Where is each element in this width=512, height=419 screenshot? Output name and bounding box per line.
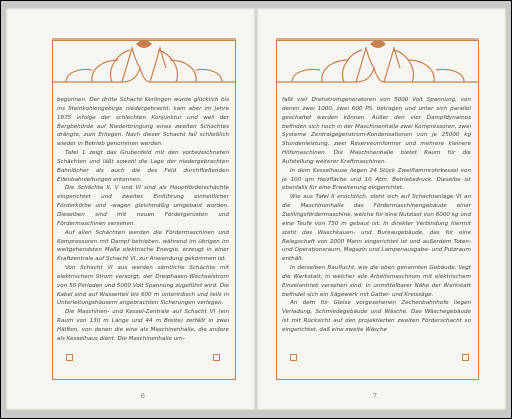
paragraph: Von Schacht VI aus werden sämtliche Schächte mit elektrischem Strom versorgt, der Dreiphasen-Wechselstrom von 50 Perioden und 5000 Volt Spannung zugeführt wird. Die Kabel sind auf Wasserteil bis 600 m unterirdisch und teils in Unterleitungshäusern angebrachten Sicherungen verlegen. — [57, 265, 229, 307]
paragraph: In derselben Bauflucht, wie die oben genannten Gebäude, liegt die Werkstatt, in welcher alle Arbeitsmaschinen mit elektrischem Einzelantrieb versehen sind. In unmittelbarer Nähe der Werkstatt befindet sich ein Sägewerk mit Gatter- und Kreissäge. — [282, 265, 471, 298]
paragraph: An dem für Gleise vorgesehenen Zechenbahnhofe liegen Verladung, Schmiedegebäude und Wäsche. Das Wäschegebäude ist mit Rücksicht auf den projektierten zweiten Förderschacht so eingerichtet, daß eine zweite Wäsche — [282, 300, 471, 333]
art-nouveau-ornament — [276, 38, 479, 86]
left-text-column — [57, 96, 229, 344]
page-number: 6 — [141, 393, 145, 400]
paragraph: Tafel 1 zeigt das Grubenfeld mit den vorbezeichneten Schächten und läßt sowohl die Lage der niedergebrachten Bahnlöcher als auch die des Feld durchfließenden Eifenbahnleitungen erkennen. — [57, 150, 229, 183]
paragraph: Auf allen Schächten werden die Fördermaschinen und Kompressoren mit Dampf betrieben, während im übrigen im weitgehendsten Maße elektrische Energie, erzeugt in einer Kraftzentrale auf Schacht VI, zur Anwendung gekommen ist. — [57, 229, 229, 263]
left-page — [6, 8, 255, 410]
corner-square-ornament — [462, 354, 469, 361]
art-nouveau-ornament — [52, 38, 236, 86]
page-number: 7 — [373, 393, 377, 400]
right-text-column — [282, 96, 471, 335]
paragraph: Wie aus Tafel II ersichtlich, steht sich auf Schachtanlage VI an die Maschinenhalle das Fördermaschinengebäude einer Zwillingsfördermaschine, welche für eine Nutzlast von 6000 kg und eine Teufe von 750 m gebaut ist. In direkter Verbindung hiermit steht das Waschkauen- und Bureaugebäude, das für eine Belegschaft von 2000 Mann eingerichtet ist und außerdem Toten- und Operationsraum, Magazin und Lampenausgabe- und Putzraum enthält. — [282, 194, 471, 263]
corner-square-ornament — [213, 354, 220, 361]
corner-square-ornament — [66, 354, 73, 361]
corner-square-ornament — [290, 354, 297, 361]
paragraph: faßt vier Drehstromgeneratoren von 5000 Volt Spannung, von denen zwei 1000, zwei 600 PS. betragen und unter sich parallel geschaltet werden können. Außer den vier Dampfdynamos befinden sich noch in der Maschinenhalle zwei Kompressoren, zwei Systeme Zentralgegenstrom-Kondensationen von je 25000 kg Stundenleistung, zwei Reserveumformer und mehrere kleinere Hilfsmaschinen. Die Maschinenhalle bietet Raum für die Aufstellung weiterer Kraftmaschinen. — [282, 97, 471, 165]
paragraph: Die Schächte II, V und VI sind als Hauptförderschächte eingerichtet und zweites Einführung einheitlicher Förderkörbe und -wagen gleichmäßig umgebaut worden. Dieselben sind mit neuen Fördergerüsten und Fördermaschinen versehen. — [57, 185, 229, 227]
paragraph: Die Maschinen- und Kessel-Zentrale auf Schacht VI (ein Raum von 130 m Länge und 44 m Breite) zerfällt in zwei Hälften, von denen die eine als Maschinenhalle, die andere als Kesselhaus dient. Die Maschinenhalle um- — [57, 309, 229, 342]
right-page — [257, 8, 506, 410]
paragraph: In dem Kesselhause liegen 24 Stück Zweiflammrohrkessel von je 100 qm Heizfläche und 10 Atm. Betriebsdruck. Dieselbe ist ebenfalls für eine Erweiterung eingerichtet. — [282, 167, 471, 192]
paragraph: begonnen. Der dritte Schacht Kerlingen wurde glücklich bis ins Steinkohlengebirge niedergebracht, kam aber im Jahre 1875 infolge der schlechten Konjunktur und weil der Bergbehörde auf Niederbringung eines zweiten Schachtes drängte, zum Erliegen. Nach dieser Schacht fall schließlich wieder in Betrieb genommen werden. — [57, 97, 229, 148]
